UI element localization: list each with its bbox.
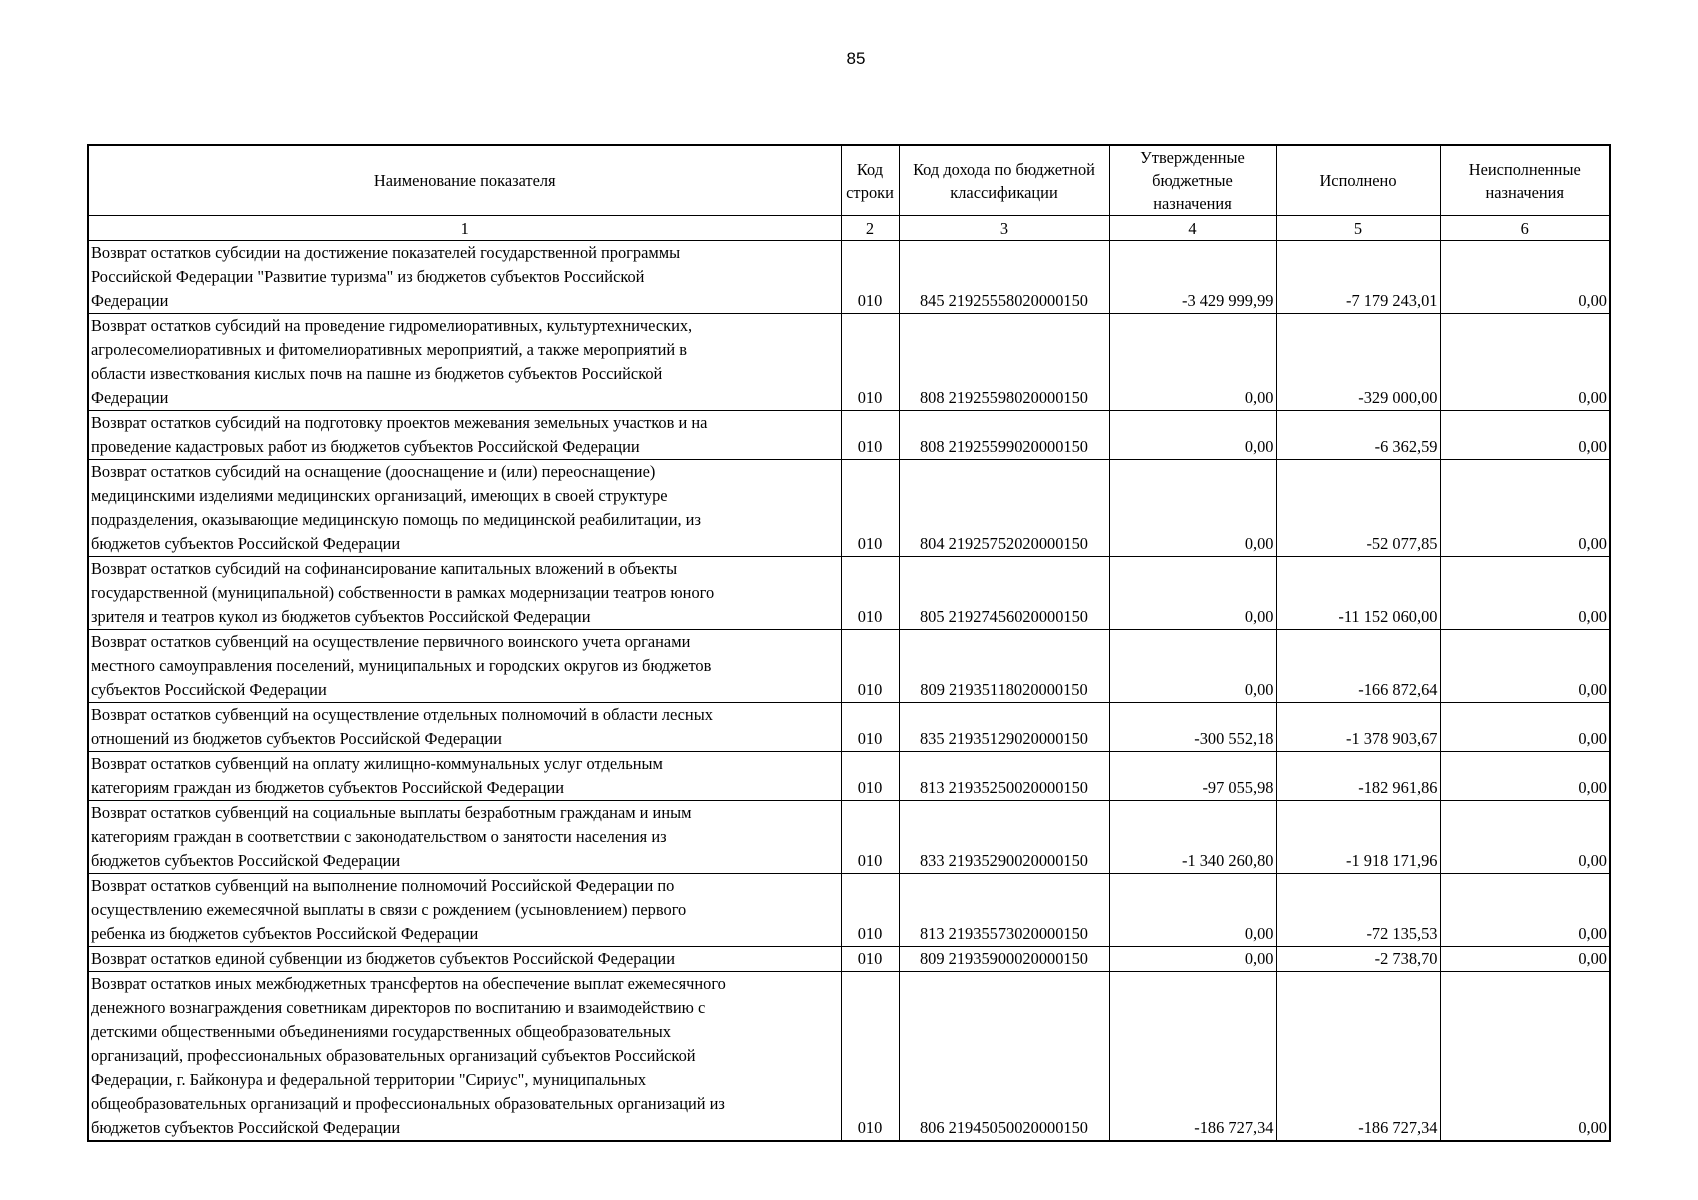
unexecuted-amount: 0,00	[1440, 703, 1610, 752]
executed-amount: -7 179 243,01	[1276, 241, 1440, 314]
unexecuted-amount: 0,00	[1440, 314, 1610, 411]
row-code: 010	[841, 801, 899, 874]
unexecuted-amount: 0,00	[1440, 801, 1610, 874]
approved-amount: 0,00	[1109, 314, 1276, 411]
row-code: 010	[841, 314, 899, 411]
executed-amount: -166 872,64	[1276, 630, 1440, 703]
income-code: 805 21927456020000150	[899, 557, 1109, 630]
header-unexecuted: Неисполненные назначения	[1440, 145, 1610, 216]
row-code: 010	[841, 874, 899, 947]
approved-amount: 0,00	[1109, 460, 1276, 557]
approved-amount: 0,00	[1109, 947, 1276, 972]
approved-amount: -300 552,18	[1109, 703, 1276, 752]
table-row	[88, 801, 1610, 874]
column-number: 5	[1276, 216, 1440, 241]
column-number: 3	[899, 216, 1109, 241]
indicator-name: Возврат остатков субвенций на осуществление первичного воинского учета органами местного самоуправления поселений, муниципальных и городских округов из бюджетов субъектов Российской Федерации	[88, 630, 841, 703]
approved-amount: 0,00	[1109, 411, 1276, 460]
column-number: 4	[1109, 216, 1276, 241]
indicator-name: Возврат остатков субсидий на подготовку проектов межевания земельных участков и на проведение кадастровых работ из бюджетов субъектов Российской Федерации	[88, 411, 841, 460]
table-row	[88, 972, 1610, 1142]
indicator-name: Возврат остатков субвенций на выполнение полномочий Российской Федерации по осуществлению ежемесячной выплаты в связи с рождением (усыновлением) первого ребенка из бюджетов субъектов Российской Федерации	[88, 874, 841, 947]
header-row-code: Код строки	[841, 145, 899, 216]
executed-amount: -186 727,34	[1276, 972, 1440, 1142]
unexecuted-amount: 0,00	[1440, 947, 1610, 972]
header-approved: Утвержденные бюджетные назначения	[1109, 145, 1276, 216]
approved-amount: 0,00	[1109, 874, 1276, 947]
unexecuted-amount: 0,00	[1440, 557, 1610, 630]
header-executed: Исполнено	[1276, 145, 1440, 216]
table-row	[88, 630, 1610, 703]
indicator-name: Возврат остатков субвенций на осуществление отдельных полномочий в области лесных отношений из бюджетов субъектов Российской Федерации	[88, 703, 841, 752]
column-number: 6	[1440, 216, 1610, 241]
column-number: 2	[841, 216, 899, 241]
header-indicator-name: Наименование показателя	[88, 145, 841, 216]
executed-amount: -1 918 171,96	[1276, 801, 1440, 874]
unexecuted-amount: 0,00	[1440, 460, 1610, 557]
indicator-name: Возврат остатков субсидий на проведение гидромелиоративных, культуртехнических, агролесомелиоративных и фитомелиоративных мероприятий, а также мероприятий в области известкования кислых почв на пашне из бюджетов субъектов Российской Федерации	[88, 314, 841, 411]
income-code: 835 21935129020000150	[899, 703, 1109, 752]
budget-report-table	[87, 144, 1611, 1142]
unexecuted-amount: 0,00	[1440, 630, 1610, 703]
approved-amount: 0,00	[1109, 630, 1276, 703]
income-code: 804 21925752020000150	[899, 460, 1109, 557]
income-code: 808 21925598020000150	[899, 314, 1109, 411]
header-income-code: Код дохода по бюджетной классификации	[899, 145, 1109, 216]
income-code: 809 21935900020000150	[899, 947, 1109, 972]
approved-amount: -3 429 999,99	[1109, 241, 1276, 314]
income-code: 808 21925599020000150	[899, 411, 1109, 460]
unexecuted-amount: 0,00	[1440, 241, 1610, 314]
indicator-name: Возврат остатков единой субвенции из бюджетов субъектов Российской Федерации	[88, 947, 841, 972]
income-code: 845 21925558020000150	[899, 241, 1109, 314]
executed-amount: -6 362,59	[1276, 411, 1440, 460]
row-code: 010	[841, 972, 899, 1142]
income-code: 806 21945050020000150	[899, 972, 1109, 1142]
indicator-name: Возврат остатков субсидий на оснащение (дооснащение и (или) переоснащение) медицинскими изделиями медицинских организаций, имеющих в своей структуре подразделения, оказывающие медицинскую помощь по медицинской реабилитации, из бюджетов субъектов Российской Федерации	[88, 460, 841, 557]
row-code: 010	[841, 630, 899, 703]
indicator-name: Возврат остатков иных межбюджетных трансфертов на обеспечение выплат ежемесячного денежного вознаграждения советникам директоров по воспитанию и взаимодействию с детскими общественными объединениями государственных общеобразовательных организаций, профессиональных образовательных организаций субъектов Российской Федерации, г. Байконура и федеральной территории "Сириус", муниципальных общеобразовательных организаций и профессиональных образовательных организаций из бюджетов субъектов Российской Федерации	[88, 972, 841, 1142]
indicator-name: Возврат остатков субвенций на социальные выплаты безработным гражданам и иным категориям граждан в соответствии с законодательством о занятости населения из бюджетов субъектов Российской Федерации	[88, 801, 841, 874]
executed-amount: -329 000,00	[1276, 314, 1440, 411]
income-code: 813 21935250020000150	[899, 752, 1109, 801]
executed-amount: -72 135,53	[1276, 874, 1440, 947]
unexecuted-amount: 0,00	[1440, 752, 1610, 801]
indicator-name: Возврат остатков субсидии на достижение показателей государственной программы Российской Федерации "Развитие туризма" из бюджетов субъектов Российской Федерации	[88, 241, 841, 314]
indicator-name: Возврат остатков субсидий на софинансирование капитальных вложений в объекты государственной (муниципальной) собственности в рамках модернизации театров юного зрителя и театров кукол из бюджетов субъектов Российской Федерации	[88, 557, 841, 630]
row-code: 010	[841, 947, 899, 972]
row-code: 010	[841, 241, 899, 314]
executed-amount: -182 961,86	[1276, 752, 1440, 801]
row-code: 010	[841, 411, 899, 460]
table-row	[88, 947, 1610, 972]
unexecuted-amount: 0,00	[1440, 972, 1610, 1142]
approved-amount: -1 340 260,80	[1109, 801, 1276, 874]
table-row	[88, 752, 1610, 801]
column-number: 1	[88, 216, 841, 241]
table-row	[88, 314, 1610, 411]
approved-amount: 0,00	[1109, 557, 1276, 630]
approved-amount: -97 055,98	[1109, 752, 1276, 801]
table-header-row	[88, 145, 1610, 216]
table-row	[88, 703, 1610, 752]
row-code: 010	[841, 557, 899, 630]
row-code: 010	[841, 460, 899, 557]
income-code: 833 21935290020000150	[899, 801, 1109, 874]
executed-amount: -52 077,85	[1276, 460, 1440, 557]
executed-amount: -11 152 060,00	[1276, 557, 1440, 630]
table-row	[88, 874, 1610, 947]
table-row	[88, 557, 1610, 630]
column-number-row	[88, 216, 1610, 241]
approved-amount: -186 727,34	[1109, 972, 1276, 1142]
row-code: 010	[841, 703, 899, 752]
indicator-name: Возврат остатков субвенций на оплату жилищно-коммунальных услуг отдельным категориям граждан из бюджетов субъектов Российской Федерации	[88, 752, 841, 801]
executed-amount: -2 738,70	[1276, 947, 1440, 972]
table-row	[88, 411, 1610, 460]
page-number: 85	[846, 49, 866, 68]
income-code: 813 21935573020000150	[899, 874, 1109, 947]
table-row	[88, 241, 1610, 314]
table-row	[88, 460, 1610, 557]
executed-amount: -1 378 903,67	[1276, 703, 1440, 752]
unexecuted-amount: 0,00	[1440, 411, 1610, 460]
unexecuted-amount: 0,00	[1440, 874, 1610, 947]
income-code: 809 21935118020000150	[899, 630, 1109, 703]
row-code: 010	[841, 752, 899, 801]
